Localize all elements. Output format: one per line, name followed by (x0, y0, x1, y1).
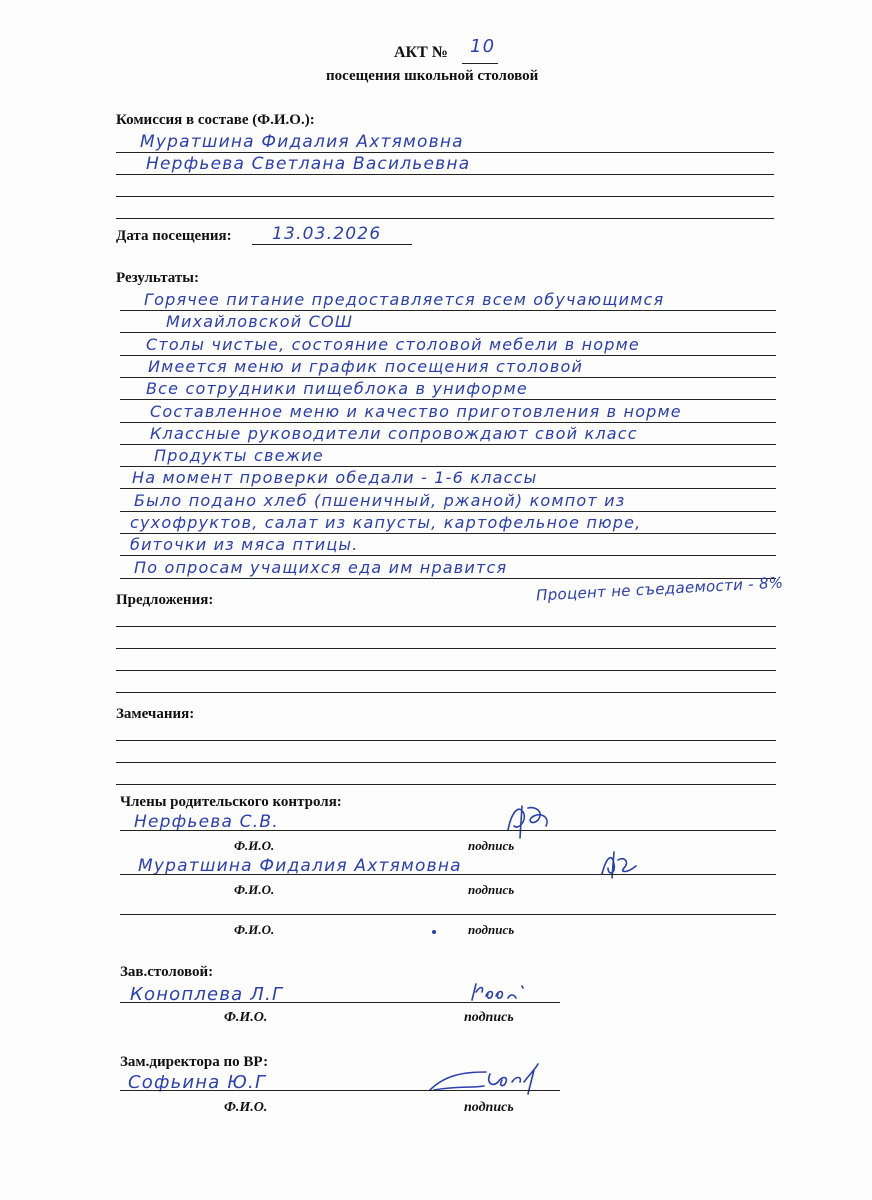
parent-member-1: Нерфьева С.В. (134, 812, 279, 832)
parent-sign-caption-1: подпись (468, 838, 515, 853)
results-line-text: На момент проверки обедали - 1-6 классы (132, 468, 538, 488)
results-rule (120, 377, 776, 378)
deputy-director-line (120, 1090, 560, 1091)
deputy-director-signature (426, 1060, 556, 1100)
results-line-text: Михайловской СОШ (166, 312, 354, 332)
canteen-head-signature (466, 978, 536, 1008)
commission-line-2 (116, 174, 774, 175)
parent-fio-caption-2: Ф.И.О. (234, 882, 275, 897)
remarks-line-3 (116, 784, 776, 785)
commission-member-1: Муратшина Фидалия Ахтямовна (140, 132, 464, 152)
act-label: АКТ № (394, 44, 448, 61)
visit-date-value: 13.03.2026 (272, 224, 382, 244)
remarks-label: Замечания: (116, 706, 195, 722)
results-rule (120, 422, 776, 423)
results-rule (120, 444, 776, 445)
results-line-text: биточки из мяса птицы. (130, 535, 359, 555)
results-line-text: Продукты свежие (154, 446, 324, 466)
results-line-text: Было подано хлеб (пшеничный, ржаной) компот из (134, 490, 626, 510)
results-label: Результаты: (116, 270, 199, 286)
parent-sign-caption-3: подпись (468, 922, 515, 937)
canteen-head-name: Коноплева Л.Г (130, 984, 284, 1005)
deputy-director-label: Зам.директора по ВР: (120, 1054, 269, 1070)
commission-member-2: Нерфьева Светлана Васильевна (146, 154, 471, 174)
results-line-text: Имеется меню и график посещения столовой (148, 356, 584, 376)
act-number: 10 (470, 36, 496, 57)
canteen-head-fio-caption: Ф.И.О. (224, 1010, 268, 1025)
commission-line-3 (116, 196, 774, 197)
remarks-line-1 (116, 740, 776, 741)
parent-fio-caption-3: Ф.И.О. (234, 922, 275, 937)
results-line-text: сухофруктов, салат из капусты, картофельное пюре, (130, 513, 642, 532)
results-line-text: Составленное меню и качество приготовления в норме (150, 401, 682, 421)
parent-control-label: Члены родительского контроля: (120, 794, 342, 810)
ink-dot (432, 930, 436, 934)
deputy-director-fio-caption: Ф.И.О. (224, 1100, 268, 1115)
deputy-director-name: Софьина Ю.Г (128, 1072, 267, 1093)
page-subtitle: посещения школьной столовой (326, 68, 539, 84)
proposals-line-4 (116, 692, 776, 693)
commission-line-1 (116, 152, 774, 153)
parent-signature-1 (498, 800, 558, 840)
results-rule (120, 488, 776, 489)
parent-line-3 (120, 914, 776, 915)
proposals-line-2 (116, 648, 776, 649)
results-rule (120, 466, 776, 467)
parent-line-1 (120, 830, 776, 831)
results-line-text: Столы чистые, состояние столовой мебели в норме (146, 334, 640, 354)
proposals-line-1 (116, 626, 776, 627)
results-line-text: Горячее питание предоставляется всем обучающимся (144, 290, 665, 309)
visit-date-line (252, 244, 412, 245)
canteen-head-line (120, 1002, 560, 1003)
parent-member-2: Муратшина Фидалия Ахтямовна (138, 856, 462, 876)
results-rule (120, 555, 776, 556)
commission-line-4 (116, 218, 774, 219)
results-line-text: По опросам учащихся еда им нравится (134, 557, 508, 577)
proposals-line-3 (116, 670, 776, 671)
parent-signature-2 (596, 846, 646, 882)
results-rule (120, 533, 776, 534)
parent-sign-caption-2: подпись (468, 882, 515, 897)
visit-date-label: Дата посещения: (116, 228, 232, 244)
proposals-label: Предложения: (116, 592, 214, 608)
results-line-text: Все сотрудники пищеблока в униформе (146, 379, 528, 399)
commission-label: Комиссия в составе (Ф.И.О.): (116, 112, 315, 128)
deputy-director-sign-caption: подпись (464, 1100, 514, 1115)
results-rule (120, 399, 776, 400)
results-rule (120, 310, 776, 311)
remarks-line-2 (116, 762, 776, 763)
results-line-text: Классные руководители сопровождают свой класс (150, 423, 638, 443)
canteen-head-label: Зав.столовой: (120, 964, 214, 980)
results-note: Процент не съедаемости - 8% (535, 573, 784, 605)
parent-line-2 (120, 874, 776, 875)
parent-fio-caption-1: Ф.И.О. (234, 838, 275, 853)
results-rule (120, 332, 776, 333)
results-rule (120, 355, 776, 356)
canteen-head-sign-caption: подпись (464, 1010, 514, 1025)
results-rule (120, 511, 776, 512)
act-number-underline (462, 63, 498, 64)
